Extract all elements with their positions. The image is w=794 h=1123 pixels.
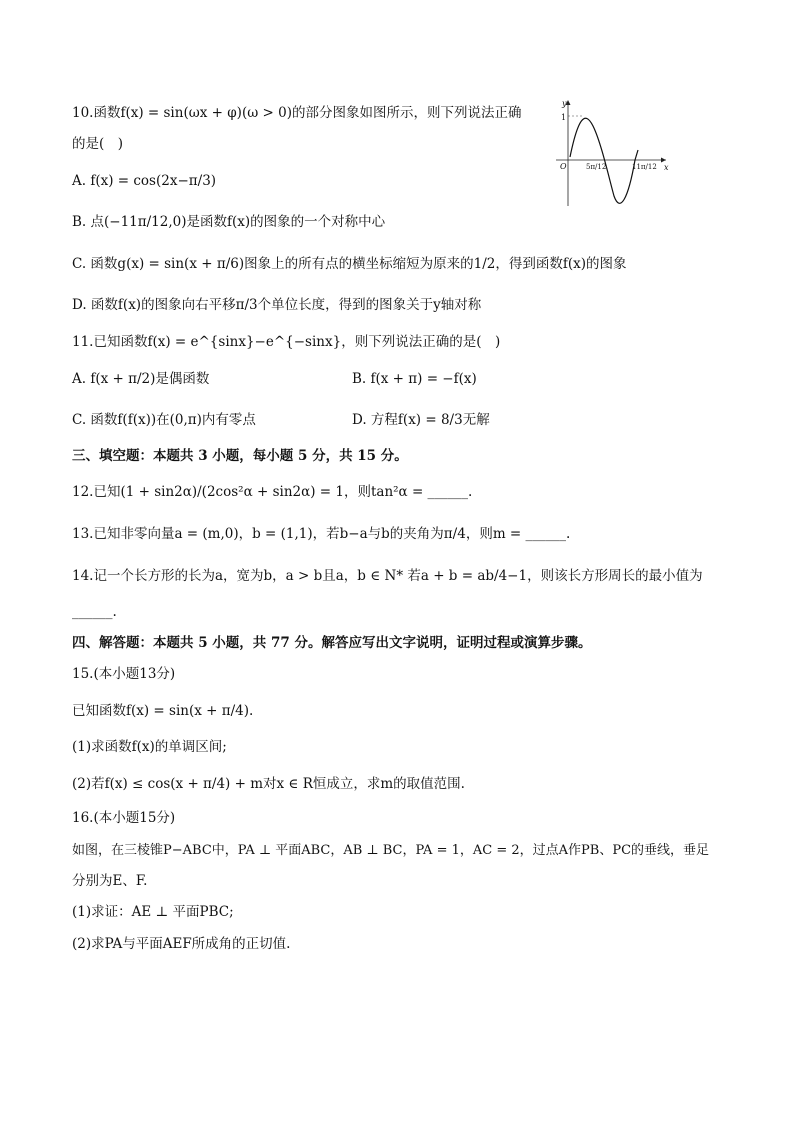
graph-y-label: y	[562, 99, 567, 108]
q10-option-d: D. 函数f(x)的图象向右平移π/3个单位长度，得到的图象关于y轴对称	[72, 297, 482, 313]
q16-stem-line2: 分别为E、F.	[72, 873, 148, 889]
q10-sine-graph	[552, 98, 672, 208]
section-3-header: 三、填空题：本题共 3 小题，每小题 5 分，共 15 分。	[72, 448, 408, 464]
graph-origin-label: O	[560, 162, 567, 171]
q11-option-b: B. f(x + π) = −f(x)	[352, 371, 477, 387]
q14-line1: 14.记一个长方形的长为a，宽为b，a > b且a，b ∈ N* 若a + b = ab/4−1，则该长方形周长的最小值为	[72, 568, 703, 584]
graph-x-tick-2: 11π/12	[632, 163, 657, 171]
q16-part1: (1)求证：AE ⊥ 平面PBC;	[72, 904, 234, 920]
q11-option-d: D. 方程f(x) = 8/3无解	[352, 412, 490, 428]
q12: 12.已知(1 + sin2α)/(2cos²α + sin2α) = 1，则tan²α = ______.	[72, 484, 473, 500]
q10-option-a: A. f(x) = cos(2x−π/3)	[72, 173, 217, 189]
q16-part2: (2)求PA与平面AEF所成角的正切值.	[72, 936, 291, 952]
q15-stem: 已知函数f(x) = sin(x + π/4).	[72, 703, 254, 719]
q15-part2: (2)若f(x) ≤ cos(x + π/4) + m对x ∈ R恒成立，求m的取值范围.	[72, 776, 465, 792]
section-4-header: 四、解答题：本题共 5 小题，共 77 分。解答应写出文字说明，证明过程或演算步骤。	[72, 635, 592, 651]
q11-option-a: A. f(x + π/2)是偶函数	[72, 371, 210, 387]
q14-line2: ______.	[72, 604, 117, 620]
q11-stem: 11.已知函数f(x) = e^{sinx}−e^{−sinx}，则下列说法正确的是( )	[72, 334, 501, 350]
q13: 13.已知非零向量a = (m,0)，b = (1,1)，若b−a与b的夹角为π/4，则m = ______.	[72, 526, 571, 542]
q16-stem-line1: 如图，在三棱锥P−ABC中，PA ⊥ 平面ABC，AB ⊥ BC，PA = 1，AC = 2，过点A作PB、PC的垂线，垂足	[72, 843, 710, 858]
q10-stem-line2: 的是( )	[72, 136, 124, 152]
graph-x-label: x	[664, 163, 669, 172]
q10-stem-line1: 10.函数f(x) = sin(ωx + φ)(ω > 0)的部分图象如图所示，则下列说法正确	[72, 105, 522, 121]
graph-x-tick-1: 5π/12	[586, 163, 607, 171]
graph-sine-curve	[570, 118, 638, 203]
q11-option-c: C. 函数f(f(x))在(0,π)内有零点	[72, 412, 256, 428]
graph-y-tick: 1	[561, 113, 567, 122]
q10-option-c: C. 函数g(x) = sin(x + π/6)图象上的所有点的横坐标缩短为原来的1/2，得到函数f(x)的图象	[72, 256, 627, 272]
q10-option-b: B. 点(−11π/12,0)是函数f(x)的图象的一个对称中心	[72, 214, 386, 230]
q16-title: 16.(本小题15分)	[72, 810, 176, 826]
graph-x-arrow	[661, 158, 666, 163]
q15-title: 15.(本小题13分)	[72, 666, 176, 682]
q15-part1: (1)求函数f(x)的单调区间;	[72, 739, 227, 755]
